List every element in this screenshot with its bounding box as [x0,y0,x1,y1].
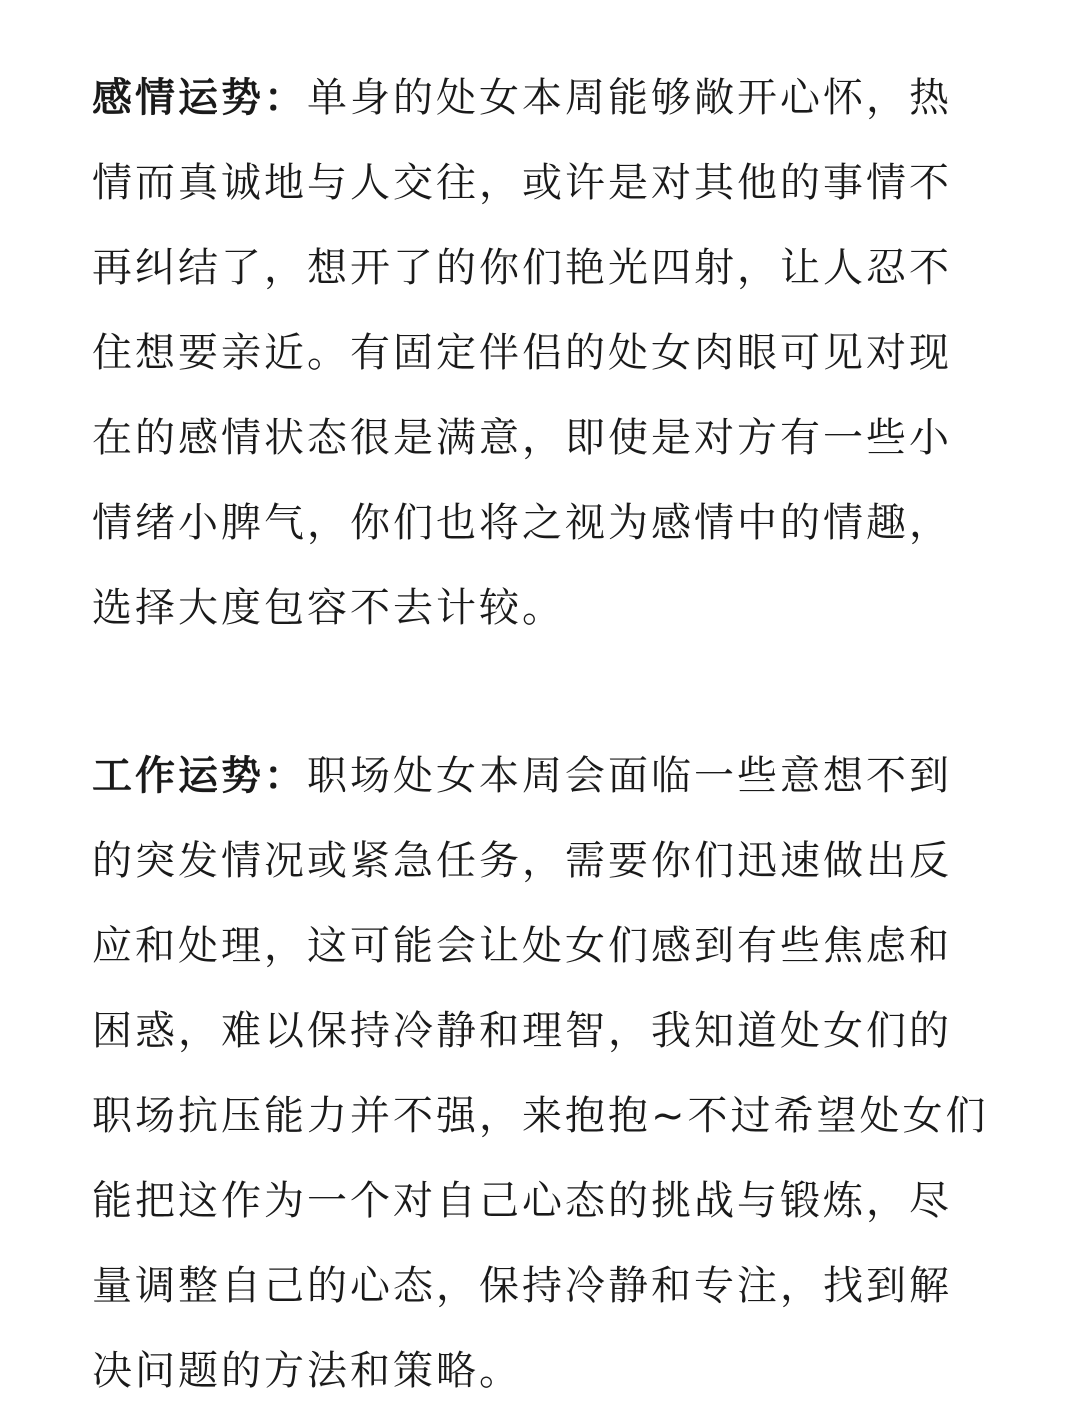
work-fortune-heading: 工作运势： [92,753,307,799]
paragraph-line [92,734,992,819]
paragraph-line: 情绪小脾气，你们也将之视为感情中的情趣， [92,500,952,546]
line-text: 职场处女本周会面临一些意想不到 [307,753,952,799]
love-fortune-paragraph [92,56,992,651]
paragraph-line: 能把这作为一个对自己心态的挑战与锻炼，尽 [92,1178,952,1224]
work-fortune-paragraph [92,734,992,1414]
article-body [92,56,992,1414]
paragraph-line: 应和处理，这可能会让处女们感到有些焦虑和 [92,923,952,969]
paragraph-line: 情而真诚地与人交往，或许是对其他的事情不 [92,160,952,206]
paragraph-line: 的突发情况或紧急任务，需要你们迅速做出反 [92,838,952,884]
paragraph-line: 决问题的方法和策略。 [92,1348,522,1394]
paragraph-line: 职场抗压能力并不强，来抱抱~不过希望处女们 [92,1093,989,1139]
paragraph-line [92,56,992,141]
paragraph-line: 困惑，难以保持冷静和理智，我知道处女们的 [92,1008,952,1054]
love-fortune-heading: 感情运势： [92,75,307,121]
line-text: 单身的处女本周能够敞开心怀，热 [307,75,952,121]
paragraph-line: 在的感情状态很是满意，即使是对方有一些小 [92,415,952,461]
paragraph-line: 再纠结了，想开了的你们艳光四射，让人忍不 [92,245,952,291]
paragraph-line: 选择大度包容不去计较。 [92,585,565,631]
paragraph-line: 住想要亲近。有固定伴侣的处女肉眼可见对现 [92,330,952,376]
paragraph-line: 量调整自己的心态，保持冷静和专注，找到解 [92,1263,952,1309]
